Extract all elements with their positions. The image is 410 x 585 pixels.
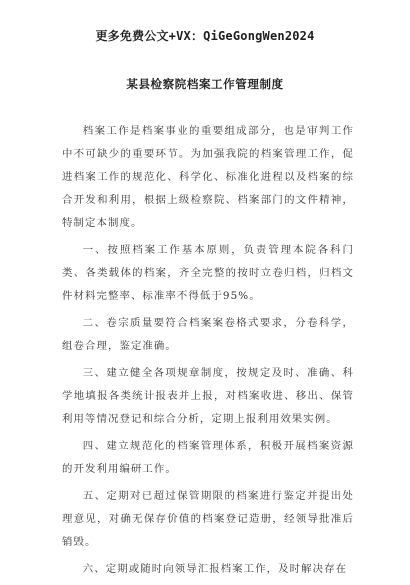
document-body: [62, 120, 354, 585]
paragraph-3: 三、建立健全各项规章制度，按规定及时、准确、科学地填报各类统计报表并上报，对档案收进、移出、保管利用等情况登记和综合分析，定期上报利用效果实例。: [62, 367, 354, 425]
paragraph-5: 五、定期对已超过保管期限的档案进行鉴定并提出处理意见，对确无保存价值的档案登记造册，经领导批准后销毁。: [62, 490, 354, 548]
paragraph-intro: 档案工作是档案事业的重要组成部分，也是审判工作中不可缺少的重要环节。为加强我院的档案管理工作，促进档案工作的规范化、科学化、标准化进程以及档案的综合开发和利用，根据上级检察院、档案部门的文件精神，特制定本制度。: [62, 125, 354, 229]
document-title: 某县检察院档案工作管理制度: [126, 77, 284, 91]
paragraph-4: 四、建立规范化的档案管理体系，积极开展档案资源的开发利用编研工作。: [62, 440, 354, 475]
paragraph-6: 六、定期或随时向领导汇报档案工作，及时解决存在: [82, 563, 348, 575]
paragraph-2: 二、卷宗质量要符合档案案卷格式要求，分卷科学，组卷合理，鉴定准确。: [62, 317, 354, 352]
promo-header: 更多免费公文+VX：QiGeGongWen2024: [95, 29, 315, 43]
paragraph-1: 一、按照档案工作基本原则，负责管理本院各科门类、各类载体的档案，齐全完整的按时立卷归档，归档文件材料完整率、标准率不得低于95%。: [62, 244, 354, 302]
